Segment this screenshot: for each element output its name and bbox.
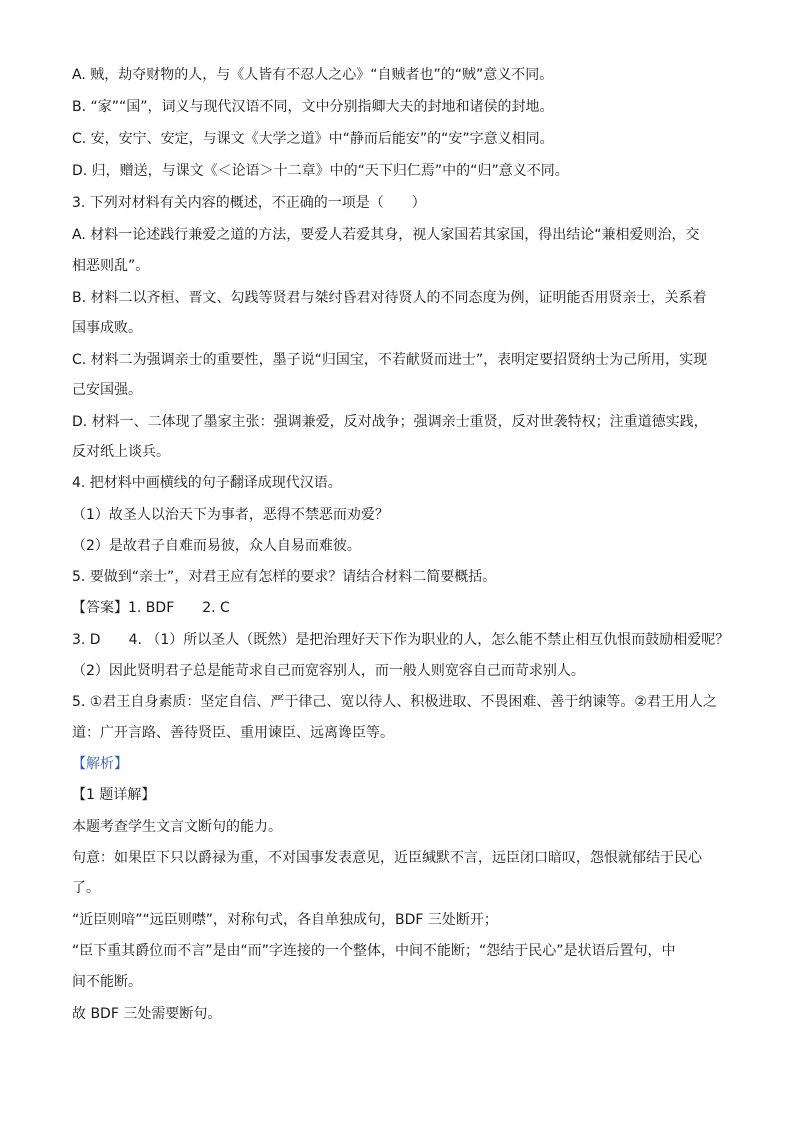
explanation-line-3: 了。	[72, 880, 100, 896]
explanation-line-4: “近臣则喑”“远臣则噤”，对称句式，各自单独成句，BDF 三处断开；	[72, 912, 498, 928]
question-5-stem: 5. 要做到“亲士”，对君王应有怎样的要求？请结合材料二简要概括。	[72, 569, 497, 585]
q3-option-d-line-1: D. 材料一、二体现了墨家主张：强调兼爱，反对战争；强调亲士重贤，反对世袭特权；注重道德实践，	[72, 414, 708, 430]
option-a-line: A. 贼，劫夺财物的人，与《人皆有不忍人之心》“自贼者也”的“贼”意义不同。	[72, 67, 554, 83]
q3-option-a-line-1: A. 材料一论述践行兼爱之道的方法，要爱人若爱其身，视人家国若其家国，得出结论“兼相爱则治，交	[72, 227, 700, 243]
explanation-line-1: 本题考查学生文言文断句的能力。	[72, 819, 282, 835]
question-4-item-2: （2）是故君子自难而易彼，众人自易而难彼。	[72, 538, 361, 554]
explanation-line-7: 故 BDF 三处需要断句。	[72, 1006, 222, 1022]
analysis-heading: 【解析】	[72, 756, 128, 772]
explanation-line-5: “臣下重其爵位而不言”是由“而”字连接的一个整体，中间不能断；“怨结于民心”是状语后置句，中	[72, 943, 676, 959]
q3-option-a-line-2: 相恶则乱”。	[72, 258, 150, 274]
q3-option-b-line-2: 国事成败。	[72, 320, 142, 336]
q3-option-c-line-1: C. 材料二为强调亲士的重要性，墨子说“归国宝，不若献贤而进士”，表明定要招贤纳士为己所用，实现	[72, 352, 708, 368]
option-d-line: D. 归，赠送，与课文《＜论语＞十二章》中的“天下归仁焉”中的“归”意义不同。	[72, 163, 569, 179]
question-3-stem: 3. 下列对材料有关内容的概述，不正确的一项是（ ）	[72, 195, 426, 211]
option-b-line: B. “家”“国”，词义与现代汉语不同，文中分别指卿大夫的封地和诸侯的封地。	[72, 99, 554, 115]
explanation-line-2: 句意：如果臣下只以爵禄为重，不对国事发表意见，近臣缄默不言，远臣闭口暗叹，怨恨就郁结于民心	[72, 850, 702, 866]
q3-option-b-line-1: B. 材料二以齐桓、晋文、勾践等贤君与桀纣昏君对待贤人的不同态度为例，证明能否用贤亲士，关系着	[72, 290, 707, 306]
answer-line-5-2: 道：广开言路、善待贤臣、重用谏臣、远离谗臣等。	[72, 725, 394, 741]
answer-line-3-4: 3. D 4. （1）所以圣人（既然）是把治理好天下作为职业的人，怎么能不禁止相互仇恨而鼓励相爱呢？	[72, 632, 730, 648]
q3-option-c-line-2: 己安国强。	[72, 382, 142, 398]
q3-option-d-line-2: 反对纸上谈兵。	[72, 444, 170, 460]
detail-heading-1: 【1 题详解】	[72, 787, 156, 803]
option-c-line: C. 安，安宁、安定，与课文《大学之道》中“静而后能安”的“安”字意义相同。	[72, 131, 554, 147]
explanation-line-6: 间不能断。	[72, 974, 142, 990]
question-4-item-1: （1）故圣人以治天下为事者，恶得不禁恶而劝爱？	[72, 507, 389, 523]
question-4-stem: 4. 把材料中画横线的句子翻译成现代汉语。	[72, 475, 342, 491]
answer-heading-line: 【答案】1. BDF 2. C	[72, 600, 230, 616]
answer-line-4-2: （2）因此贤明君子总是能苛求自己而宽容别人，而一般人则宽容自己而苛求别人。	[72, 663, 585, 679]
answer-line-5-1: 5. ①君王自身素质：坚定自信、严于律己、宽以待人、积极进取、不畏困难、善于纳谏等。②君王用人之	[72, 694, 717, 710]
